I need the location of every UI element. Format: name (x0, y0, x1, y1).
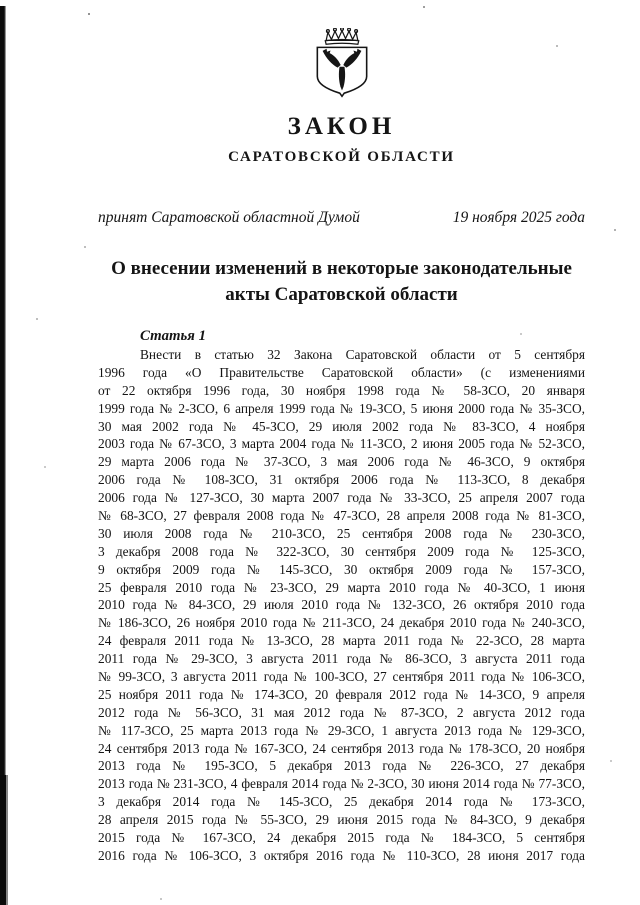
paragraph-line: 3 декабря 2008 года № 322-ЗСО, 30 сентября 2009 года № 125-ЗСО, (98, 543, 585, 559)
paragraph-line: 24 сентября 2013 года № 167-ЗСО, 24 сентября 2013 года № 178-ЗСО, 20 ноября (98, 740, 585, 756)
paragraph-line: 2010 года № 84-ЗСО, 29 июля 2010 года № 132-ЗСО, 26 октября 2010 года (98, 597, 585, 613)
paragraph-line: № 68-ЗСО, 27 февраля 2008 года № 47-ЗСО, 28 апреля 2008 года № 81-ЗСО, (98, 508, 585, 524)
law-title-line2: акты Саратовской области (225, 284, 458, 305)
paragraph-line: 25 ноября 2011 года № 174-ЗСО, 20 февраля 2012 года № 14-ЗСО, 9 апреля (98, 686, 585, 702)
article-paragraph (98, 346, 585, 865)
region-heading: САРАТОВСКОЙ ОБЛАСТИ (228, 149, 455, 165)
paragraph-line: 2011 года № 29-ЗСО, 3 августа 2011 года № 86-ЗСО, 3 августа 2011 года (98, 651, 585, 667)
paragraph-line: 30 июля 2008 года № 210-ЗСО, 25 сентября 2008 года № 230-ЗСО, (98, 525, 585, 541)
document-page (98, 0, 585, 865)
scan-noise-specks (0, 0, 2, 2)
paragraph-line: 2003 года № 67-ЗСО, 3 марта 2004 года № 11-ЗСО, 2 июня 2005 года № 52-ЗСО, (98, 436, 585, 452)
crown-icon (325, 28, 358, 44)
paragraph-line: № 99-ЗСО, 3 августа 2011 года № 100-ЗСО, 27 сентября 2011 года № 106-ЗСО, (98, 669, 585, 685)
paragraph-line: 2013 года № 231-ЗСО, 4 февраля 2014 года № 2-ЗСО, 30 июня 2014 года № 77-ЗСО, (98, 776, 585, 792)
paragraph-line: 2006 года № 127-ЗСО, 30 марта 2007 года № 33-ЗСО, 25 апреля 2007 года (98, 490, 585, 506)
law-title-line1: О внесении изменений в некоторые законодательные (111, 258, 572, 279)
paragraph-line: 1999 года № 2-ЗСО, 6 апреля 1999 года № 19-ЗСО, 5 июня 2000 года № 35-ЗСО, (98, 400, 585, 416)
law-title (98, 256, 585, 308)
doc-type-heading: ЗАКОН (287, 113, 396, 140)
scan-edge-artifact (0, 6, 6, 905)
paragraph-line: 28 апреля 2015 года № 55-ЗСО, 29 июня 2015 года № 84-ЗСО, 9 декабря (98, 812, 585, 828)
paragraph-line: 2006 года № 108-ЗСО, 31 октября 2006 года № 113-ЗСО, 8 декабря (98, 472, 585, 488)
saratov-coat-of-arms-icon (310, 28, 374, 102)
paragraph-line: 2012 года № 56-ЗСО, 31 мая 2012 года № 87-ЗСО, 2 августа 2012 года (98, 704, 585, 720)
adoption-row (98, 208, 585, 227)
article-1-heading: Статья 1 (140, 328, 206, 344)
adopted-by-text: принят Саратовской областной Думой (98, 209, 360, 226)
paragraph-line: 1996 года «О Правительстве Саратовской области» (с изменениями (98, 364, 585, 380)
paragraph-line: 2016 года № 106-ЗСО, 3 октября 2016 года № 110-ЗСО, 28 июня 2017 года (98, 847, 585, 863)
paragraph-line: 29 марта 2006 года № 37-ЗСО, 3 мая 2006 года № 46-ЗСО, 9 октября (98, 454, 585, 470)
paragraph-line: № 186-ЗСО, 26 ноября 2010 года № 211-ЗСО, 24 декабря 2010 года № 240-ЗСО, (98, 615, 585, 631)
paragraph-line: Внести в статью 32 Закона Саратовской области от 5 сентября (140, 347, 585, 362)
paragraph-line: 9 октября 2009 года № 145-ЗСО, 30 октября 2009 года № 157-ЗСО, (98, 561, 585, 577)
paragraph-line: № 117-ЗСО, 25 марта 2013 года № 29-ЗСО, 1 августа 2013 года № 129-ЗСО, (98, 722, 585, 738)
paragraph-line: 24 февраля 2011 года № 13-ЗСО, 28 марта 2011 года № 22-ЗСО, 28 марта (98, 633, 585, 649)
paragraph-line: от 22 октября 1996 года, 30 ноября 1998 года № 58-ЗСО, 20 января (98, 382, 585, 398)
paragraph-line: 2013 года № 195-ЗСО, 5 декабря 2013 года № 226-ЗСО, 27 декабря (98, 758, 585, 774)
paragraph-line: 25 февраля 2010 года № 23-ЗСО, 29 марта 2010 года № 40-ЗСО, 1 июня (98, 579, 585, 595)
paragraph-line: 30 мая 2002 года № 45-ЗСО, 29 июля 2002 года № 83-ЗСО, 4 ноября (98, 418, 585, 434)
adoption-date: 19 ноября 2025 года (452, 209, 585, 226)
scan-edge-artifact-bottom (0, 775, 8, 905)
paragraph-line: 2015 года № 167-ЗСО, 24 декабря 2015 года № 184-ЗСО, 5 сентября (98, 830, 585, 846)
paragraph-line: 3 декабря 2014 года № 145-ЗСО, 25 декабря 2014 года № 173-ЗСО, (98, 794, 585, 810)
